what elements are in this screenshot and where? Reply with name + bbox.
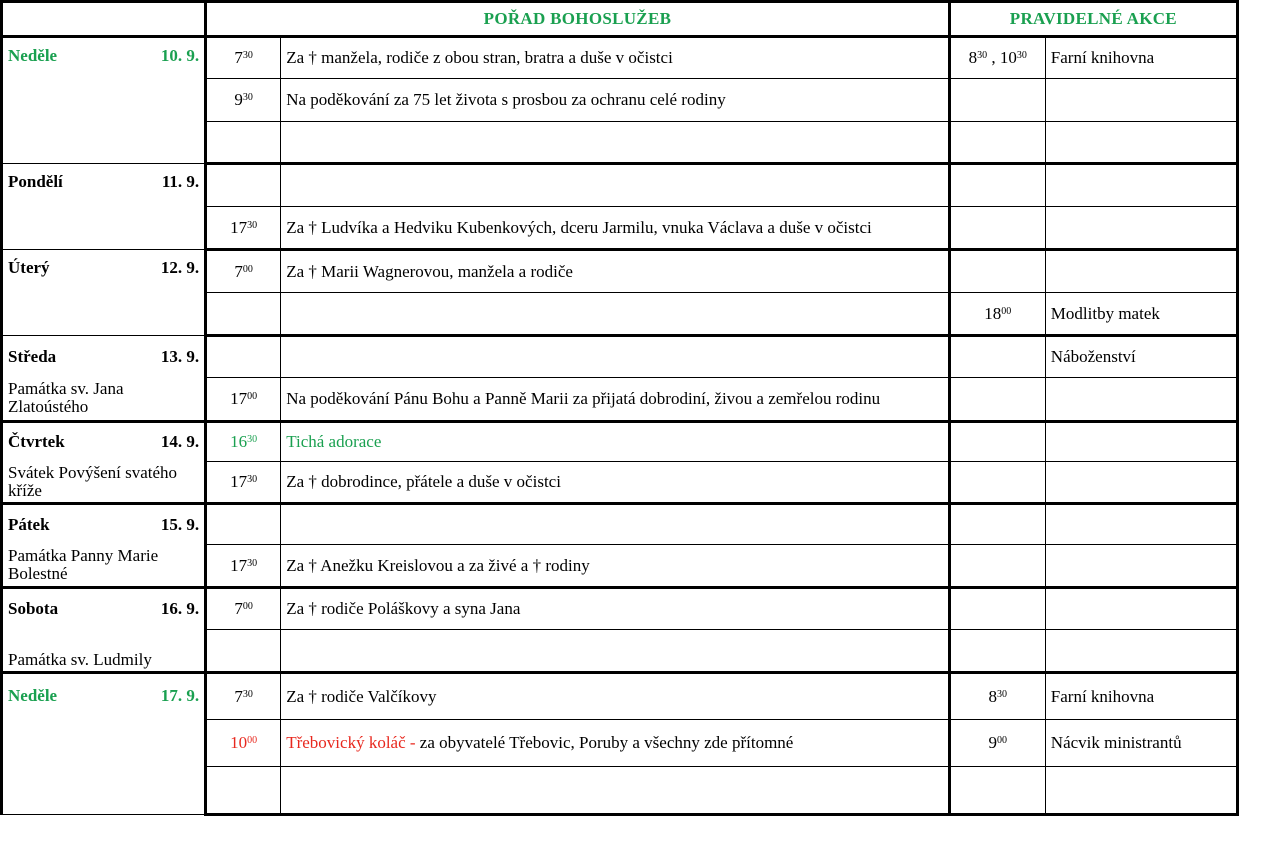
feast-label: Památka sv. Jana Zlatoústého: [2, 378, 206, 422]
table-row: Památka Panny Marie Bolestné $17^{30}$ Za † Anežku Kreislovou a za živé a † rodiny: [2, 545, 1238, 588]
table-row: Čtvrtek 14. 9. $16^{30}$ Tichá adorace: [2, 422, 1238, 462]
events-title: PRAVIDELNÉ AKCE: [949, 2, 1237, 37]
day-date: 13. 9.: [160, 346, 200, 366]
table-row: Památka sv. Jana Zlatoústého $17^{00}$ Na poděkování Pánu Bohu a Panně Marii za přijatá dobrodiní, živou a zemřelou rodinu: [2, 378, 1238, 422]
intention-text: Na poděkování Pánu Bohu a Panně Marii za přijatá dobrodiní, živou a zemřelou rodinu: [281, 378, 950, 422]
day-name: Pondělí: [8, 172, 63, 191]
feast-label: Památka Panny Marie Bolestné: [2, 545, 206, 588]
day-date: 14. 9.: [160, 432, 200, 451]
day-name: Neděle: [8, 686, 58, 705]
event-name: Farní knihovna: [1045, 673, 1237, 720]
day-date: 15. 9.: [160, 514, 200, 534]
schedule-title: POŘAD BOHOSLUŽEB: [206, 2, 950, 37]
day-date: 17. 9.: [160, 686, 200, 705]
table-row: $18^{00}$ Modlitby matek: [2, 293, 1238, 336]
table-row: [2, 164, 1238, 207]
corner-cell: [2, 2, 206, 37]
intention-text: Za † dobrodince, přátele a duše v očistci: [281, 462, 950, 504]
day-cell: [2, 37, 206, 164]
feast-label: Svátek Povýšení svatého kříže: [2, 462, 206, 504]
table-row: [2, 336, 1238, 378]
day-cell: [2, 336, 206, 378]
intention-text: Třebovický koláč - za obyvatelé Třebovic, Poruby a všechny zde přítomné: [281, 720, 950, 767]
event-name: Nácvik ministrantů: [1045, 720, 1237, 767]
table-row: Úterý 12. 9. $7^{00}$ Za † Marii Wagnerovou, manžela a rodiče: [2, 250, 1238, 293]
day-date: 16. 9.: [160, 599, 200, 618]
intention-text: Na poděkování za 75 let života s prosbou za ochranu celé rodiny: [281, 79, 950, 122]
day-date: 11. 9.: [161, 172, 200, 191]
intention-text: Za † Marii Wagnerovou, manžela a rodiče: [281, 250, 950, 293]
header-row: [2, 2, 1238, 37]
day-name: Sobota: [8, 599, 59, 618]
event-name: Farní knihovna: [1045, 37, 1237, 79]
day-name: Středa: [8, 346, 57, 366]
event-name: Modlitby matek: [1045, 293, 1237, 336]
table-row: Sobota 16. 9. $7^{00}$ Za † rodiče Poláškovy a syna Jana: [2, 588, 1238, 630]
day-name: Úterý: [8, 258, 50, 277]
event-name: Náboženství: [1045, 336, 1237, 378]
table-row: Neděle 10. 9. $7^{30}$ Za † manžela, rodiče z obou stran, bratra a duše v očistci $8^{30}$ , $10^{30}$ Farní knihovna: [2, 37, 1238, 79]
table-row: $9^{30}$ Na poděkování za 75 let života s prosbou za ochranu celé rodiny: [2, 79, 1238, 122]
day-cell: [2, 504, 206, 545]
table-row: $17^{30}$ Za † Ludvíka a Hedviku Kubenkových, dceru Jarmilu, vnuka Václava a duše v očistci: [2, 207, 1238, 250]
table-row: $10^{00}$ Třebovický koláč - za obyvatelé Třebovic, Poruby a všechny zde přítomné $9^{00}$ Nácvik ministrantů: [2, 720, 1238, 767]
day-name: Neděle: [8, 46, 58, 65]
intention-text: Za † rodiče Poláškovy a syna Jana: [281, 588, 950, 630]
intention-text: Za † manžela, rodiče z obou stran, bratra a duše v očistci: [281, 37, 950, 79]
day-name: Čtvrtek: [8, 432, 65, 451]
intention-text: Za † Anežku Kreislovou a za živé a † rodiny: [281, 545, 950, 588]
feast-label: Památka sv. Ludmily: [2, 630, 206, 673]
table-row: Neděle 17. 9. $7^{30}$ Za † rodiče Valčíkovy $8^{30}$ Farní knihovna: [2, 673, 1238, 720]
intention-text: Tichá adorace: [281, 422, 950, 462]
intention-text: Za † Ludvíka a Hedviku Kubenkových, dceru Jarmilu, vnuka Václava a duše v očistci: [281, 207, 950, 250]
highlight-text: Třebovický koláč -: [286, 733, 420, 752]
table-row: Svátek Povýšení svatého kříže $17^{30}$ Za † dobrodince, přátele a duše v očistci: [2, 462, 1238, 504]
table-row: [2, 630, 1238, 673]
intention-text: Za † rodiče Valčíkovy: [281, 673, 950, 720]
day-cell: [2, 422, 206, 462]
day-date: 10. 9.: [160, 46, 200, 65]
table-row: [2, 504, 1238, 545]
day-cell: [2, 673, 206, 815]
day-date: 12. 9.: [160, 258, 200, 277]
day-cell: [2, 164, 206, 250]
day-name: Pátek: [8, 514, 50, 534]
day-cell: [2, 250, 206, 336]
day-cell: [2, 588, 206, 630]
